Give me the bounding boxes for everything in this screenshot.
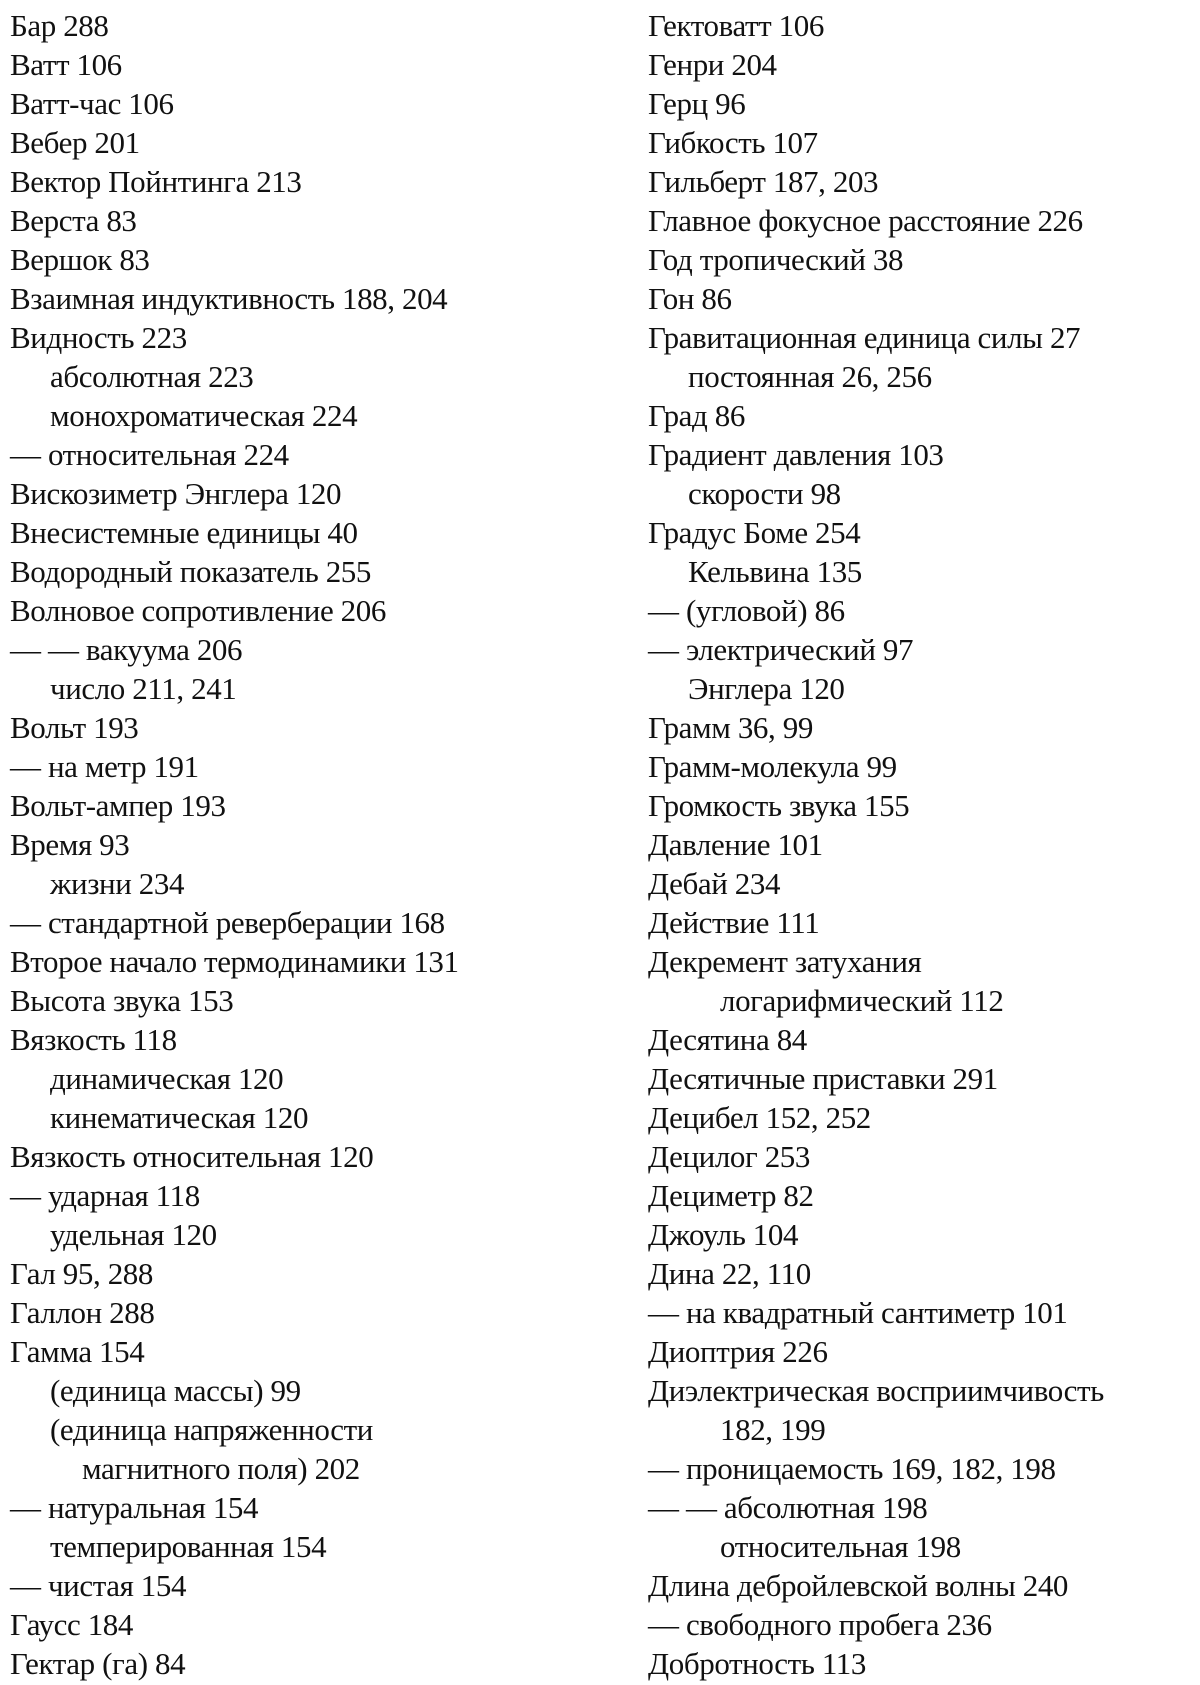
index-entry: — на квадратный сантиметр 101 — [648, 1295, 1068, 1330]
index-entry: — стандартной реверберации 168 — [10, 905, 445, 940]
index-entry: логарифмический 112 — [720, 983, 1004, 1018]
index-entry: Гибкость 107 — [648, 125, 818, 160]
index-entry: Гектоватт 106 — [648, 8, 824, 43]
index-entry: Дебай 234 — [648, 866, 781, 901]
index-entry: Главное фокусное расстояние 226 — [648, 203, 1083, 238]
index-entry: — (угловой) 86 — [648, 593, 845, 628]
index-entry: постоянная 26, 256 — [688, 359, 932, 394]
index-entry: Гектар (га) 84 — [10, 1646, 186, 1681]
index-entry: магнитного поля) 202 — [82, 1451, 360, 1486]
index-entry: Декремент затухания — [648, 944, 922, 979]
index-entry: кинематическая 120 — [50, 1100, 309, 1135]
index-entry: (единица массы) 99 — [50, 1373, 301, 1408]
index-entry: Градус Боме 254 — [648, 515, 861, 550]
index-entry: (единица напряженности — [50, 1412, 373, 1447]
index-entry: — относительная 224 — [10, 437, 289, 472]
index-entry: Ватт-час 106 — [10, 86, 174, 121]
index-entry: Бар 288 — [10, 8, 109, 43]
index-entry: темперированная 154 — [50, 1529, 327, 1564]
index-entry: Галлон 288 — [10, 1295, 155, 1330]
index-entry: Длина дебройлевской волны 240 — [648, 1568, 1069, 1603]
index-entry: Диэлектрическая восприимчивость — [648, 1373, 1104, 1408]
index-entry: Вязкость 118 — [10, 1022, 177, 1057]
index-entry: Град 86 — [648, 398, 745, 433]
index-entry: Вязкость относительная 120 — [10, 1139, 374, 1174]
index-entry: Десятичные приставки 291 — [648, 1061, 998, 1096]
index-entry: Вискозиметр Энглера 120 — [10, 476, 342, 511]
index-column-left — [10, 6, 570, 1683]
index-entry: Время 93 — [10, 827, 130, 862]
index-entry: Громкость звука 155 — [648, 788, 910, 823]
index-entry: Взаимная индуктивность 188, 204 — [10, 281, 448, 316]
index-entry: Вебер 201 — [10, 125, 140, 160]
index-entry: Дина 22, 110 — [648, 1256, 811, 1291]
index-entry: — свободного пробега 236 — [648, 1607, 992, 1642]
index-entry: — электрический 97 — [648, 632, 914, 667]
index-entry: — на метр 191 — [10, 749, 199, 784]
index-entry: Верста 83 — [10, 203, 137, 238]
index-entry: динамическая 120 — [50, 1061, 284, 1096]
index-entry: 182, 199 — [720, 1412, 826, 1447]
index-entry: Гал 95, 288 — [10, 1256, 154, 1291]
index-entry: Водородный показатель 255 — [10, 554, 372, 589]
index-entry: Гильберт 187, 203 — [648, 164, 879, 199]
index-entry: Вектор Пойнтинга 213 — [10, 164, 302, 199]
index-entry: удельная 120 — [50, 1217, 217, 1252]
index-entry: Год тропический 38 — [648, 242, 904, 277]
index-entry: скорости 98 — [688, 476, 841, 511]
index-entry: — — вакуума 206 — [10, 632, 243, 667]
index-entry: — проницаемость 169, 182, 198 — [648, 1451, 1056, 1486]
index-entry: Добротность 113 — [648, 1646, 866, 1681]
index-entry: Гравитационная единица силы 27 — [648, 320, 1081, 355]
index-entry: Диоптрия 226 — [648, 1334, 828, 1369]
index-entry: Действие 111 — [648, 905, 820, 940]
index-entry: относительная 198 — [720, 1529, 961, 1564]
index-entry: Децилог 253 — [648, 1139, 810, 1174]
index-entry: монохроматическая 224 — [50, 398, 358, 433]
index-entry: Высота звука 153 — [10, 983, 234, 1018]
index-entry: Волновое сопротивление 206 — [10, 593, 386, 628]
index-entry: Джоуль 104 — [648, 1217, 799, 1252]
index-column-right — [648, 6, 1193, 1683]
index-entry: Гон 86 — [648, 281, 732, 316]
index-entry: число 211, 241 — [50, 671, 237, 706]
index-entry: Внесистемные единицы 40 — [10, 515, 358, 550]
index-entry: Децибел 152, 252 — [648, 1100, 871, 1135]
index-entry: абсолютная 223 — [50, 359, 254, 394]
index-entry: Грамм-молекула 99 — [648, 749, 897, 784]
index-entry: жизни 234 — [50, 866, 185, 901]
index-entry: Видность 223 — [10, 320, 187, 355]
index-entry: Вольт-ампер 193 — [10, 788, 226, 823]
index-entry: — чистая 154 — [10, 1568, 187, 1603]
index-entry: Кельвина 135 — [688, 554, 862, 589]
index-entry: — — абсолютная 198 — [648, 1490, 928, 1525]
index-entry: Ватт 106 — [10, 47, 122, 82]
index-entry: Грамм 36, 99 — [648, 710, 813, 745]
index-entry: Вольт 193 — [10, 710, 139, 745]
index-entry: Дециметр 82 — [648, 1178, 814, 1213]
index-entry: Десятина 84 — [648, 1022, 807, 1057]
index-entry: Гаусс 184 — [10, 1607, 134, 1642]
index-entry: Давление 101 — [648, 827, 823, 862]
index-entry: Гамма 154 — [10, 1334, 145, 1369]
index-entry: — ударная 118 — [10, 1178, 200, 1213]
index-entry: Второе начало термодинамики 131 — [10, 944, 459, 979]
index-entry: Герц 96 — [648, 86, 746, 121]
index-entry: Генри 204 — [648, 47, 777, 82]
index-entry: Энглера 120 — [688, 671, 845, 706]
index-entry: Градиент давления 103 — [648, 437, 944, 472]
index-entry: — натуральная 154 — [10, 1490, 259, 1525]
index-entry: Вершок 83 — [10, 242, 150, 277]
